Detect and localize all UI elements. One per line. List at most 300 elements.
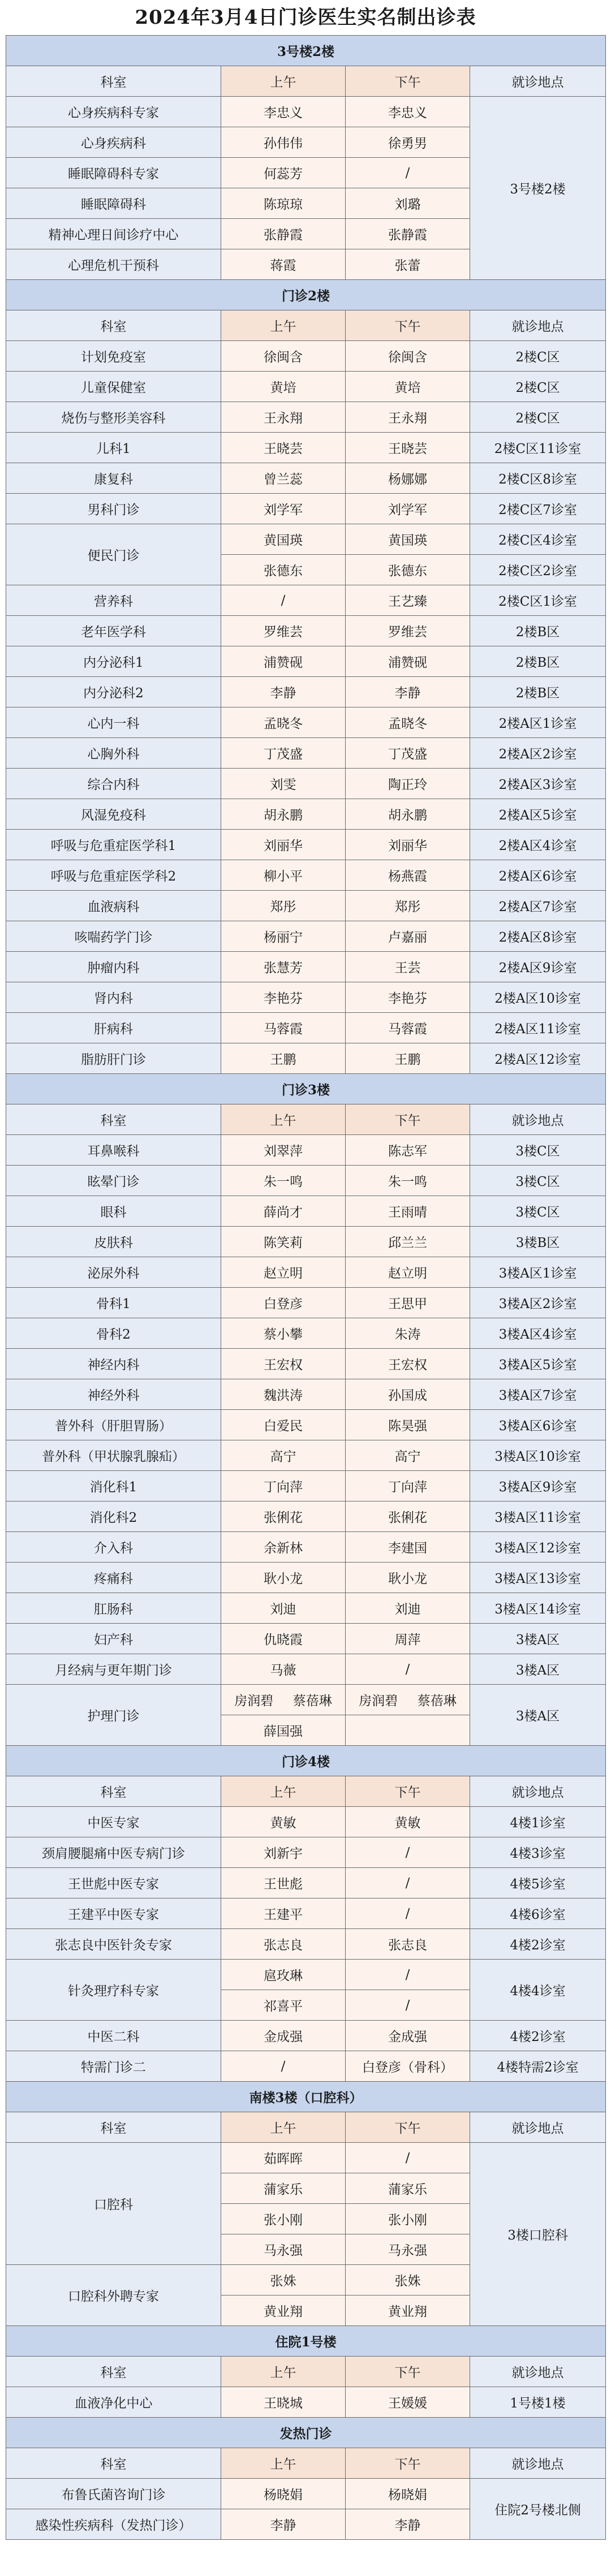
dept-cell: 介入科 [6, 1532, 221, 1563]
dept-cell: 口腔科 [6, 2143, 221, 2265]
location-cell: 3楼C区 [470, 1196, 606, 1227]
dept-cell: 呼吸与危重症医学科1 [6, 830, 221, 860]
pm-doctor-cell: 张德东 [346, 555, 470, 585]
location-cell: 3楼A区 [470, 1654, 606, 1685]
location-cell: 3楼A区4诊室 [470, 1318, 606, 1349]
am-doctor-cell: 高宁 [221, 1440, 346, 1471]
header-loc: 就诊地点 [470, 66, 606, 97]
dept-cell: 张志良中医针灸专家 [6, 1929, 221, 1960]
am-doctor-cell: 何蕊芳 [221, 158, 346, 188]
table-row [6, 769, 606, 799]
location-cell: 2楼C区4诊室 [470, 524, 606, 555]
dept-cell: 呼吸与危重症医学科2 [6, 860, 221, 891]
am-doctor-cell: 孟晓冬 [221, 707, 346, 738]
section-title: 门诊3楼 [6, 1074, 606, 1104]
am-doctor-cell: 李静 [221, 677, 346, 707]
header-pm: 下午 [346, 1104, 470, 1135]
header-dept: 科室 [6, 1776, 221, 1807]
pm-doctor-cell: 孟晓冬 [346, 707, 470, 738]
location-cell: 3号楼2楼 [470, 97, 606, 280]
roster-body [6, 36, 606, 2540]
header-pm: 下午 [346, 2357, 470, 2387]
dept-cell: 康复科 [6, 463, 221, 494]
table-row [6, 1166, 606, 1196]
table-row [6, 402, 606, 433]
location-cell: 4楼3诊室 [470, 1837, 606, 1868]
am-doctor-cell: 张姝 [221, 2265, 346, 2295]
section-title: 门诊2楼 [6, 280, 606, 310]
am-doctor-cell: 余新林 [221, 1532, 346, 1563]
roster-table [6, 35, 606, 2540]
pm-doctor-cell: 卢嘉丽 [346, 921, 470, 952]
table-row [6, 1379, 606, 1410]
am-doctor-cell: 徐闽含 [221, 341, 346, 372]
location-cell: 2楼A区1诊室 [470, 707, 606, 738]
table-row [6, 1929, 606, 1960]
pm-doctor-cell: 郑彤 [346, 891, 470, 921]
location-cell: 2楼A区6诊室 [470, 860, 606, 891]
am-doctor-cell: 蔡小攀 [221, 1318, 346, 1349]
location-cell: 3楼A区12诊室 [470, 1532, 606, 1563]
am-doctor-cell: 刘雯 [221, 769, 346, 799]
table-row [6, 1868, 606, 1898]
table-row [6, 1043, 606, 1074]
table-row [6, 585, 606, 616]
location-cell: 3楼A区1诊室 [470, 1257, 606, 1288]
am-doctor-cell: 陈笑莉 [221, 1227, 346, 1257]
pm-doctor-cell: 丁向萍 [346, 1471, 470, 1501]
dept-cell: 神经内科 [6, 1349, 221, 1379]
header-am: 上午 [221, 1104, 346, 1135]
pm-doctor-cell: / [346, 2143, 470, 2173]
dept-cell: 口腔科外聘专家 [6, 2265, 221, 2326]
table-row [6, 738, 606, 769]
location-cell: 2楼C区2诊室 [470, 555, 606, 585]
header-pm: 下午 [346, 2112, 470, 2143]
dept-cell: 妇产科 [6, 1624, 221, 1654]
am-doctor-cell: 李艳芬 [221, 982, 346, 1013]
table-row [6, 1013, 606, 1043]
pm-doctor-cell: 耿小龙 [346, 1563, 470, 1593]
pm-doctor-cell: 刘璐 [346, 188, 470, 219]
table-row [6, 1960, 606, 1990]
dept-cell: 心身疾病科专家 [6, 97, 221, 127]
am-doctor-cell: 蒲家乐 [221, 2173, 346, 2204]
doctor-name: 蔡蓓琳 [292, 1694, 332, 1708]
location-cell: 2楼A区7诊室 [470, 891, 606, 921]
dept-cell: 疼痛科 [6, 1563, 221, 1593]
location-cell: 3楼B区 [470, 1227, 606, 1257]
section-title-row [6, 2326, 606, 2357]
location-cell: 2楼B区 [470, 677, 606, 707]
pm-doctor-cell [346, 1715, 470, 1746]
am-doctor-cell: 张德东 [221, 555, 346, 585]
pm-doctor-cell: 张志良 [346, 1929, 470, 1960]
pm-doctor-cell: 高宁 [346, 1440, 470, 1471]
dept-cell: 王世彪中医专家 [6, 1868, 221, 1898]
am-doctor-cell: 黄敏 [221, 1807, 346, 1837]
table-row [6, 1288, 606, 1318]
location-cell: 2楼A区12诊室 [470, 1043, 606, 1074]
location-cell: 4楼6诊室 [470, 1898, 606, 1929]
table-row [6, 2051, 606, 2082]
table-row [6, 1501, 606, 1532]
location-cell: 2楼A区5诊室 [470, 799, 606, 830]
pm-doctor-cell: 王晓芸 [346, 433, 470, 463]
am-doctor-cell: 扈玫琳 [221, 1960, 346, 1990]
dept-cell: 耳鼻喉科 [6, 1135, 221, 1166]
dept-cell: 肝病科 [6, 1013, 221, 1043]
am-doctor-cell: 浦赞砚 [221, 646, 346, 677]
pm-doctor-cell: / [346, 1960, 470, 1990]
dept-cell: 中医二科 [6, 2021, 221, 2051]
section-title-row [6, 1074, 606, 1104]
dept-cell: 普外科（肝胆胃肠） [6, 1410, 221, 1440]
table-row [6, 860, 606, 891]
document-title: 2024年3月4日门诊医生实名制出诊表 [135, 6, 476, 29]
am-doctor-cell: 白登彦 [221, 1288, 346, 1318]
pm-doctor-cell: 张俐花 [346, 1501, 470, 1532]
am-doctor-cell [221, 1685, 346, 1715]
am-doctor-cell: 王晓芸 [221, 433, 346, 463]
table-row [6, 97, 606, 127]
pm-doctor-cell: 杨晓娟 [346, 2479, 470, 2509]
table-row [6, 1349, 606, 1379]
dept-cell: 皮肤科 [6, 1227, 221, 1257]
location-cell: 1号楼1楼 [470, 2387, 606, 2418]
pm-doctor-cell: 张小刚 [346, 2204, 470, 2234]
dept-cell: 综合内科 [6, 769, 221, 799]
location-cell: 4楼特需2诊室 [470, 2051, 606, 2082]
pm-doctor-cell: 黄培 [346, 372, 470, 402]
pm-doctor-cell: 陈昊强 [346, 1410, 470, 1440]
am-doctor-cell: / [221, 2051, 346, 2082]
header-dept: 科室 [6, 2112, 221, 2143]
location-cell: 2楼A区10诊室 [470, 982, 606, 1013]
section-title-row [6, 2082, 606, 2112]
location-cell: 2楼B区 [470, 616, 606, 646]
section-title: 发热门诊 [6, 2418, 606, 2448]
am-doctor-cell: 陈琼琼 [221, 188, 346, 219]
doctor-name: 蔡蓓琳 [417, 1694, 457, 1708]
am-doctor-cell: 王世彪 [221, 1868, 346, 1898]
dept-cell: 眼科 [6, 1196, 221, 1227]
am-doctor-cell: 耿小龙 [221, 1563, 346, 1593]
pm-doctor-cell: 张蕾 [346, 249, 470, 280]
am-doctor-cell: 赵立明 [221, 1257, 346, 1288]
am-doctor-cell: 曾兰蕊 [221, 463, 346, 494]
header-pm: 下午 [346, 2448, 470, 2479]
pm-doctor-cell: / [346, 1837, 470, 1868]
table-row [6, 1837, 606, 1868]
table-row [6, 677, 606, 707]
doctor-name: 房润碧 [359, 1694, 398, 1708]
dept-cell: 心身疾病科 [6, 127, 221, 158]
location-cell: 2楼A区3诊室 [470, 769, 606, 799]
dept-cell: 肛肠科 [6, 1593, 221, 1624]
location-cell: 2楼C区8诊室 [470, 463, 606, 494]
am-doctor-cell: 马蓉霞 [221, 1013, 346, 1043]
table-row [6, 1227, 606, 1257]
location-cell: 3楼A区 [470, 1624, 606, 1654]
header-dept: 科室 [6, 1104, 221, 1135]
am-doctor-cell: 王建平 [221, 1898, 346, 1929]
column-header-row [6, 1104, 606, 1135]
am-doctor-cell: 蒋霞 [221, 249, 346, 280]
dept-cell: 王建平中医专家 [6, 1898, 221, 1929]
location-cell: 4楼2诊室 [470, 1929, 606, 1960]
pm-doctor-cell: 朱涛 [346, 1318, 470, 1349]
section-title-row [6, 280, 606, 310]
table-row [6, 1807, 606, 1837]
header-dept: 科室 [6, 310, 221, 341]
am-doctor-cell: 黄业翔 [221, 2295, 346, 2326]
table-row [6, 1898, 606, 1929]
section-title-row [6, 2418, 606, 2448]
pm-doctor-cell: 陶正玲 [346, 769, 470, 799]
pm-doctor-cell: / [346, 1898, 470, 1929]
dept-cell: 消化科2 [6, 1501, 221, 1532]
table-row [6, 982, 606, 1013]
pm-doctor-cell: 白登彦（骨科） [346, 2051, 470, 2082]
am-doctor-cell: 刘新宇 [221, 1837, 346, 1868]
location-cell: 4楼4诊室 [470, 1960, 606, 2021]
pm-doctor-cell: 刘丽华 [346, 830, 470, 860]
table-row [6, 2479, 606, 2509]
doctor-pair [225, 1690, 342, 1709]
section-title-row [6, 36, 606, 66]
location-cell: 3楼A区5诊室 [470, 1349, 606, 1379]
dept-cell: 神经外科 [6, 1379, 221, 1410]
am-doctor-cell: / [221, 585, 346, 616]
location-cell: 2楼C区 [470, 402, 606, 433]
pm-doctor-cell: 马永强 [346, 2234, 470, 2265]
section-title: 3号楼2楼 [6, 36, 606, 66]
dept-cell: 计划免疫室 [6, 341, 221, 372]
am-doctor-cell: 刘迪 [221, 1593, 346, 1624]
pm-doctor-cell: 金成强 [346, 2021, 470, 2051]
table-row [6, 1624, 606, 1654]
table-row [6, 830, 606, 860]
table-row [6, 952, 606, 982]
pm-doctor-cell: / [346, 158, 470, 188]
table-row [6, 1135, 606, 1166]
header-loc: 就诊地点 [470, 2448, 606, 2479]
dept-cell: 特需门诊二 [6, 2051, 221, 2082]
am-doctor-cell: 李静 [221, 2509, 346, 2540]
am-doctor-cell: 王宏权 [221, 1349, 346, 1379]
am-doctor-cell: 白爱民 [221, 1410, 346, 1440]
dept-cell: 风湿免疫科 [6, 799, 221, 830]
pm-doctor-cell: 黄业翔 [346, 2295, 470, 2326]
pm-doctor-cell: 徐闽含 [346, 341, 470, 372]
location-cell: 3楼口腔科 [470, 2143, 606, 2326]
dept-cell: 便民门诊 [6, 524, 221, 585]
am-doctor-cell: 张小刚 [221, 2204, 346, 2234]
table-row [6, 524, 606, 555]
pm-doctor-cell: 李静 [346, 677, 470, 707]
am-doctor-cell: 王永翔 [221, 402, 346, 433]
table-row [6, 2143, 606, 2173]
location-cell: 2楼C区 [470, 341, 606, 372]
dept-cell: 肾内科 [6, 982, 221, 1013]
header-dept: 科室 [6, 2448, 221, 2479]
table-row [6, 1654, 606, 1685]
am-doctor-cell: 胡永鹏 [221, 799, 346, 830]
location-cell: 住院2号楼北侧 [470, 2479, 606, 2540]
pm-doctor-cell: 罗维芸 [346, 616, 470, 646]
header-am: 上午 [221, 2112, 346, 2143]
dept-cell: 护理门诊 [6, 1685, 221, 1746]
dept-cell: 感染性疾病科（发热门诊） [6, 2509, 221, 2540]
am-doctor-cell: 金成强 [221, 2021, 346, 2051]
location-cell: 2楼A区2诊室 [470, 738, 606, 769]
dept-cell: 血液病科 [6, 891, 221, 921]
header-dept: 科室 [6, 2357, 221, 2387]
column-header-row [6, 2112, 606, 2143]
header-am: 上午 [221, 2448, 346, 2479]
dept-cell: 老年医学科 [6, 616, 221, 646]
table-row [6, 1563, 606, 1593]
pm-doctor-cell: 王雨晴 [346, 1196, 470, 1227]
section-title: 门诊4楼 [6, 1746, 606, 1776]
am-doctor-cell: 马薇 [221, 1654, 346, 1685]
dept-cell: 骨科1 [6, 1288, 221, 1318]
am-doctor-cell: 黄培 [221, 372, 346, 402]
table-row [6, 2387, 606, 2418]
pm-doctor-cell: 马蓉霞 [346, 1013, 470, 1043]
am-doctor-cell: 魏洪涛 [221, 1379, 346, 1410]
table-row [6, 921, 606, 952]
pm-doctor-cell: 王鹏 [346, 1043, 470, 1074]
am-doctor-cell: 茹晖晖 [221, 2143, 346, 2173]
am-doctor-cell: 孙伟伟 [221, 127, 346, 158]
table-row [6, 372, 606, 402]
am-doctor-cell: 薛国强 [221, 1715, 346, 1746]
am-doctor-cell: 张静霞 [221, 219, 346, 249]
doctor-pair [349, 1690, 466, 1709]
dept-cell: 睡眠障碍科专家 [6, 158, 221, 188]
am-doctor-cell: 祁喜平 [221, 1990, 346, 2021]
dept-cell: 睡眠障碍科 [6, 188, 221, 219]
dept-cell: 营养科 [6, 585, 221, 616]
am-doctor-cell: 罗维芸 [221, 616, 346, 646]
pm-doctor-cell: 李忠义 [346, 97, 470, 127]
header-am: 上午 [221, 2357, 346, 2387]
pm-doctor-cell: 王永翔 [346, 402, 470, 433]
table-row [6, 891, 606, 921]
dept-cell: 精神心理日间诊疗中心 [6, 219, 221, 249]
section-title-row [6, 1746, 606, 1776]
header-loc: 就诊地点 [470, 1104, 606, 1135]
pm-doctor-cell: 黄国瑛 [346, 524, 470, 555]
am-doctor-cell: 张志良 [221, 1929, 346, 1960]
table-row [6, 616, 606, 646]
pm-doctor-cell: 陈志军 [346, 1135, 470, 1166]
dept-cell: 泌尿外科 [6, 1257, 221, 1288]
table-row [6, 1471, 606, 1501]
header-am: 上午 [221, 1776, 346, 1807]
pm-doctor-cell: 丁茂盛 [346, 738, 470, 769]
column-header-row [6, 2448, 606, 2479]
pm-doctor-cell: 王艺臻 [346, 585, 470, 616]
pm-doctor-cell: 王宏权 [346, 1349, 470, 1379]
header-dept: 科室 [6, 66, 221, 97]
pm-doctor-cell: 杨燕霞 [346, 860, 470, 891]
location-cell: 2楼C区7诊室 [470, 494, 606, 524]
column-header-row [6, 2357, 606, 2387]
dept-cell: 骨科2 [6, 1318, 221, 1349]
pm-doctor-cell: 蒲家乐 [346, 2173, 470, 2204]
pm-doctor-cell: / [346, 1868, 470, 1898]
am-doctor-cell: 仇晓霞 [221, 1624, 346, 1654]
header-pm: 下午 [346, 66, 470, 97]
table-row [6, 1532, 606, 1563]
dept-cell: 心理危机干预科 [6, 249, 221, 280]
dept-cell: 针灸理疗科专家 [6, 1960, 221, 2021]
location-cell: 3楼C区 [470, 1166, 606, 1196]
doctor-name: 房润碧 [234, 1694, 274, 1708]
location-cell: 2楼A区8诊室 [470, 921, 606, 952]
location-cell: 2楼A区4诊室 [470, 830, 606, 860]
dept-cell: 男科门诊 [6, 494, 221, 524]
header-loc: 就诊地点 [470, 1776, 606, 1807]
am-doctor-cell: 丁茂盛 [221, 738, 346, 769]
location-cell: 2楼C区11诊室 [470, 433, 606, 463]
dept-cell: 心胸外科 [6, 738, 221, 769]
table-row [6, 1257, 606, 1288]
pm-doctor-cell: 邱兰兰 [346, 1227, 470, 1257]
pm-doctor-cell: 张姝 [346, 2265, 470, 2295]
table-row [6, 1196, 606, 1227]
am-doctor-cell: 张慧芳 [221, 952, 346, 982]
pm-doctor-cell: 刘迪 [346, 1593, 470, 1624]
dept-cell: 肿瘤内科 [6, 952, 221, 982]
dept-cell: 中医专家 [6, 1807, 221, 1837]
section-title: 住院1号楼 [6, 2326, 606, 2357]
table-row [6, 463, 606, 494]
location-cell: 3楼A区13诊室 [470, 1563, 606, 1593]
header-loc: 就诊地点 [470, 2357, 606, 2387]
am-doctor-cell: 刘翠萍 [221, 1135, 346, 1166]
pm-doctor-cell: 浦赞砚 [346, 646, 470, 677]
dept-cell: 月经病与更年期门诊 [6, 1654, 221, 1685]
am-doctor-cell: 王晓城 [221, 2387, 346, 2418]
table-row [6, 2021, 606, 2051]
pm-doctor-cell: 王媛媛 [346, 2387, 470, 2418]
dept-cell: 普外科（甲状腺乳腺疝） [6, 1440, 221, 1471]
dept-cell: 眩晕门诊 [6, 1166, 221, 1196]
header-loc: 就诊地点 [470, 310, 606, 341]
pm-doctor-cell: / [346, 1990, 470, 2021]
am-doctor-cell: 刘丽华 [221, 830, 346, 860]
location-cell: 3楼C区 [470, 1135, 606, 1166]
am-doctor-cell: 柳小平 [221, 860, 346, 891]
location-cell: 4楼2诊室 [470, 2021, 606, 2051]
am-doctor-cell: 马永强 [221, 2234, 346, 2265]
pm-doctor-cell: 胡永鹏 [346, 799, 470, 830]
table-row [6, 646, 606, 677]
pm-doctor-cell: 王思甲 [346, 1288, 470, 1318]
pm-doctor-cell: 孙国成 [346, 1379, 470, 1410]
location-cell: 3楼A区7诊室 [470, 1379, 606, 1410]
location-cell: 4楼1诊室 [470, 1807, 606, 1837]
pm-doctor-cell: / [346, 1654, 470, 1685]
header-pm: 下午 [346, 1776, 470, 1807]
location-cell: 2楼C区 [470, 372, 606, 402]
header-am: 上午 [221, 66, 346, 97]
header-pm: 下午 [346, 310, 470, 341]
